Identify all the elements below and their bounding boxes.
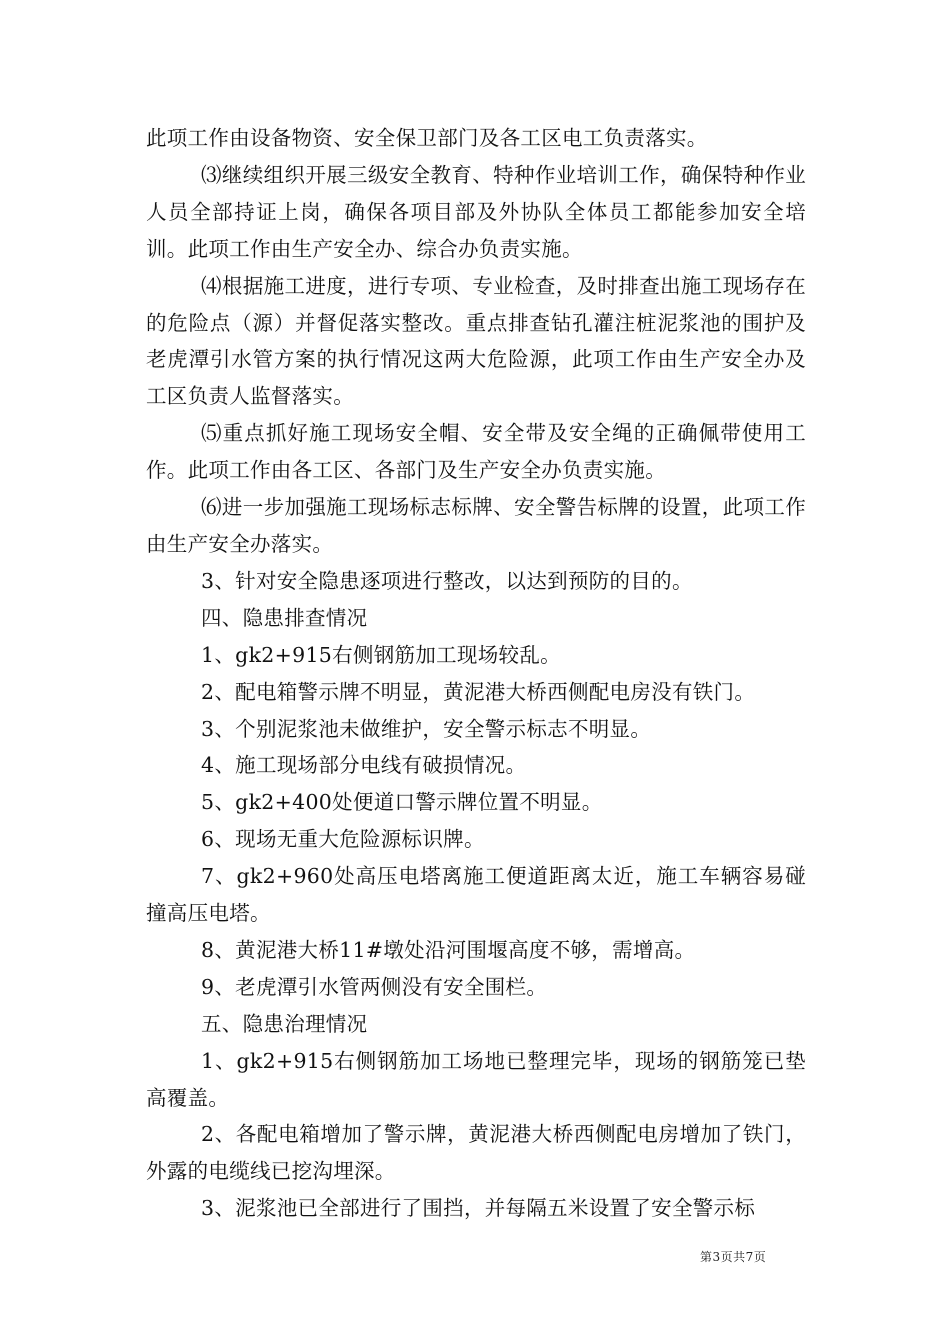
list-item: 6、现场无重大危险源标识牌。	[201, 827, 485, 852]
list-item: 1、gk2+915右侧钢筋加工场地已整理完毕，现场的钢筋笼已垫高覆盖。	[146, 1048, 806, 1110]
paragraph: ⑷根据施工进度，进行专项、专业检查，及时排查出施工现场存在的危险点（源）并督促落实整改。重点排查钻孔灌注桩泥浆池的围护及老虎潭引水管方案的执行情况这两大危险源，此项工作由生产安全办及工区负责人监督落实。	[146, 273, 806, 409]
paragraph: ⑶继续组织开展三级安全教育、特种作业培训工作，确保特种作业人员全部持证上岗，确保各项目部及外协队全体员工都能参加安全培训。此项工作由生产安全办、综合办负责实施。	[146, 162, 806, 261]
paragraph: ⑸重点抓好施工现场安全帽、安全带及安全绳的正确佩带使用工作。此项工作由各工区、各部门及生产安全办负责实施。	[146, 421, 806, 483]
list-item: 3、个别泥浆池未做维护，安全警示标志不明显。	[201, 716, 652, 741]
list-item: 2、配电箱警示牌不明显，黄泥港大桥西侧配电房没有铁门。	[201, 679, 756, 704]
list-item: 1、gk2+915右侧钢筋加工现场较乱。	[201, 642, 561, 667]
paragraph: 此项工作由设备物资、安全保卫部门及各工区电工负责落实。	[146, 126, 708, 150]
list-item: 7、gk2+960处高压电塔离施工便道距离太近，施工车辆容易碰撞高压电塔。	[146, 864, 806, 926]
section-heading: 五、隐患治理情况	[201, 1011, 368, 1036]
page-number: 第3页共7页	[700, 1250, 767, 1264]
list-item: 9、老虎潭引水管两侧没有安全围栏。	[201, 974, 548, 999]
list-item: 2、各配电箱增加了警示牌，黄泥港大桥西侧配电房增加了铁门，外露的电缆线已挖沟埋深。	[146, 1122, 806, 1184]
paragraph: 3、针对安全隐患逐项进行整改，以达到预防的目的。	[201, 568, 693, 593]
list-item: 3、泥浆池已全部进行了围挡，并每隔五米设置了安全警示标	[201, 1196, 756, 1221]
section-heading: 四、隐患排查情况	[201, 605, 368, 630]
list-item: 5、gk2+400处便道口警示牌位置不明显。	[201, 790, 603, 815]
paragraph: ⑹进一步加强施工现场标志标牌、安全警告标牌的设置，此项工作由生产安全办落实。	[146, 495, 806, 556]
document-body	[146, 120, 806, 1227]
list-item: 4、施工现场部分电线有破损情况。	[201, 753, 527, 778]
list-item: 8、黄泥港大桥11#墩处沿河围堰高度不够，需增高。	[201, 937, 696, 962]
